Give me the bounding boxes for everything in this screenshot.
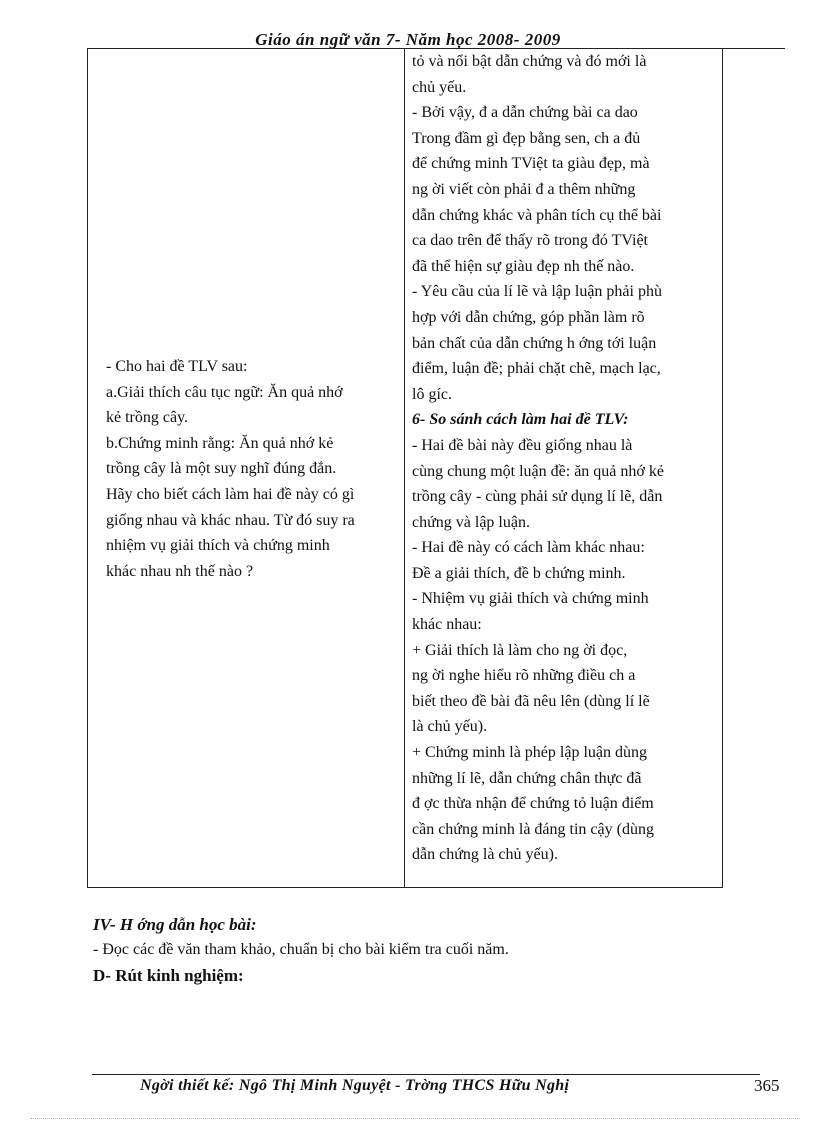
right-line: - Bởi vậy, đ a dẫn chứng bài ca dao — [412, 104, 638, 122]
right-line: bản chất của dẫn chứng h ớng tới luận — [412, 334, 657, 352]
right-line: ca dao trên để thấy rõ trong đó TViệt — [412, 232, 648, 250]
right-line: đ ợc thừa nhận để chứng tỏ luận điểm — [412, 795, 654, 813]
right-line: + Giải thích là làm cho ng ời đọc, — [412, 641, 628, 659]
lesson-table — [87, 48, 723, 888]
right-line: trồng cây - cùng phải sử dụng lí lẽ, dẫn — [412, 488, 663, 506]
left-line: trồng cây là một suy nghĩ đúng đắn. — [106, 460, 337, 478]
section-d-heading: D- Rút kinh nghiệm: — [93, 966, 244, 985]
left-line: Hãy cho biết cách làm hai đề này có gì — [106, 485, 355, 503]
left-line: b.Chứng minh rằng: Ăn quả nhớ kẻ — [106, 434, 334, 452]
right-line: Trong đầm gì đẹp bằng sen, ch a đủ — [412, 129, 641, 147]
right-line: là chủ yếu). — [412, 718, 488, 736]
right-line: ng ời viết còn phải đ a thêm những — [412, 180, 636, 198]
section-iv-text: - Đọc các đề văn tham khảo, chuẩn bị cho bài kiểm tra cuối năm. — [93, 941, 509, 958]
subsection-heading: 6- So sánh cách làm hai đề TLV: — [412, 411, 629, 429]
footer-designer: Ngời thiết kế: Ngô Thị Minh Nguyệt - Trờng THCS Hữu Nghị — [140, 1077, 570, 1094]
right-line: những lí lẽ, dẫn chứng chân thực đã — [412, 769, 642, 787]
right-line: hợp với dẫn chứng, góp phần làm rõ — [412, 308, 645, 326]
page-number: 365 — [754, 1076, 780, 1095]
left-line: kẻ trồng cây. — [106, 409, 189, 427]
right-line: đã thể hiện sự giàu đẹp nh thế nào. — [412, 257, 635, 275]
right-line: khác nhau: — [412, 616, 482, 634]
column-divider — [404, 49, 405, 887]
right-line: Đề a giải thích, đề b chứng minh. — [412, 564, 626, 582]
right-line: dẫn chứng là chủ yếu). — [412, 846, 558, 864]
right-line: cần chứng minh là đáng tin cậy (dùng — [412, 820, 654, 838]
right-line: tỏ và nổi bật dẫn chứng và đó mới là — [412, 53, 647, 70]
right-line: - Hai đề này có cách làm khác nhau: — [412, 539, 645, 557]
right-line: + Chứng minh là phép lập luận dùng — [412, 744, 647, 762]
right-line: - Yêu cầu của lí lẽ và lập luận phải phù — [412, 283, 662, 301]
content-cell — [412, 49, 716, 868]
right-line: dẫn chứng khác và phân tích cụ thể bài — [412, 206, 662, 224]
bottom-dotted-rule — [30, 1118, 800, 1119]
footer-rule — [92, 1074, 760, 1075]
section-iv-heading: IV- H ớng dẫn học bài: — [93, 915, 257, 934]
right-line: chủ yếu. — [412, 78, 467, 96]
left-line: giống nhau và khác nhau. Từ đó suy ra — [106, 511, 355, 529]
left-line: nhiệm vụ giải thích và chứng minh — [106, 537, 330, 555]
left-line: a.Giải thích câu tục ngữ: Ăn quả nhớ — [106, 383, 343, 401]
right-line: cùng chung một luận đề: ăn quả nhớ kẻ — [412, 462, 664, 480]
page-header-title: Giáo án ngữ văn 7- Năm học 2008- 2009 — [255, 30, 561, 49]
left-line: - Cho hai đề TLV sau: — [106, 358, 248, 375]
left-line: khác nhau nh thế nào ? — [106, 562, 254, 580]
activity-cell — [106, 354, 400, 584]
right-line: ng ời nghe hiểu rõ những điều ch a — [412, 667, 636, 685]
right-line: để chứng minh TViệt ta giàu đẹp, mà — [412, 155, 650, 173]
right-line: điểm, luận đề; phải chặt chẽ, mạch lạc, — [412, 360, 661, 378]
right-line: - Nhiệm vụ giải thích và chứng minh — [412, 590, 649, 608]
right-line: chứng và lập luận. — [412, 513, 530, 531]
right-line: biết theo đề bài đã nêu lên (dùng lí lẽ — [412, 692, 650, 710]
right-line: - Hai đề bài này đều giống nhau là — [412, 436, 633, 454]
right-line: lô gíc. — [412, 385, 452, 403]
